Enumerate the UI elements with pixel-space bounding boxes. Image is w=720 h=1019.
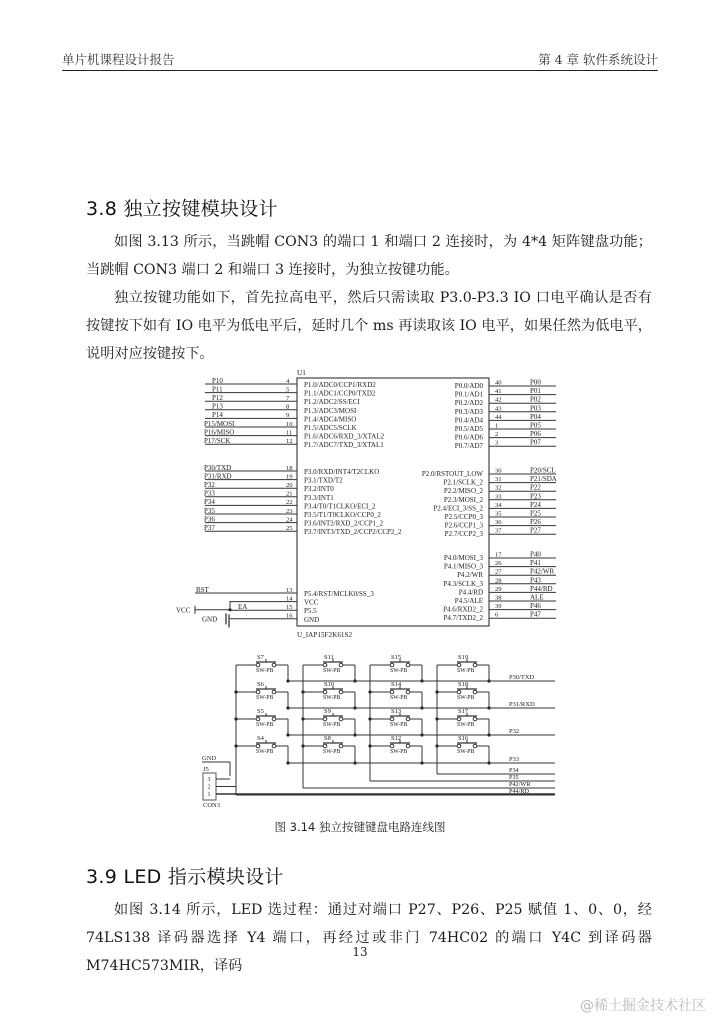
pin-number: 39 [495,603,502,611]
pin-name: P3.2/INT0 [304,485,334,494]
row-net-label: P33 [509,756,520,763]
gnd-label: GND [202,615,218,624]
mcu-chip [176,369,557,639]
switch-type: SW-PB [457,749,475,755]
pin-name: P0.6/AD6 [454,433,483,442]
net-label: P36 [204,515,215,524]
pin-number: 2 [495,431,499,439]
switch-ref: S15 [391,654,402,661]
net-label: ALE [530,593,544,602]
pin-number: 7 [286,395,290,402]
paragraph: 如图 3.13 所示，当跳帽 CON3 的端口 1 和端口 2 连接时，为 4*4 矩阵键盘功能；当跳帽 CON3 端口 2 和端口 3 连接时，为独立按键功能。 [86,234,652,278]
pin-name: P0.3/AD3 [454,407,483,416]
switch-ref: S7 [257,654,264,661]
pin-name: P3.1/TXD/T2 [304,476,343,485]
switch-contact [457,690,461,694]
net-label: P44/RD [530,584,553,593]
switch-type: SW-PB [390,668,408,674]
pin-name: P3.6/INT2/RXD_2/CCP1_2 [304,519,384,528]
switch-type: SW-PB [256,722,274,728]
pin-name: P4.5/ALE [454,597,483,605]
pin-number: 32 [495,484,502,492]
net-label: P20/SCL [530,466,556,475]
net-label: EA [238,603,248,611]
pin-name: P2.3/MOSI_2 [443,495,483,504]
pin-number: 25 [286,525,293,532]
net-label: P37 [204,524,215,532]
switch-ref: S18 [458,681,469,688]
switch-contact [473,663,477,667]
switch-contact [390,663,394,667]
net-label: P32 [204,481,215,489]
switch-ref: S6 [257,681,264,688]
switch-contact [339,717,343,721]
pin-number: 12 [286,438,293,445]
pin-number: 15 [286,604,293,611]
pin-name: P1.4/ADC4/MISO [304,415,357,424]
pin-number: 26 [495,560,502,568]
pin-number: 33 [495,493,502,501]
switch-contact [323,690,327,694]
pin-number: 3 [495,439,499,447]
switch-type: SW-PB [323,749,341,755]
net-label: P01 [530,387,541,396]
net-label: P16/MISO [204,428,235,437]
switch-ref: S4 [257,735,264,742]
net-label: P15/MOSI [204,419,235,428]
switch-contact [256,690,260,694]
net-label: P23 [530,492,541,501]
net-label: P41 [530,559,541,568]
section-heading-3-8: 3.8 独立按键模块设计 [86,198,278,220]
switch-contact [406,717,410,721]
switch-type: SW-PB [256,695,274,701]
switch-type: SW-PB [323,695,341,701]
pin-name: P0.7/AD7 [454,442,483,451]
section-3-9-body [86,896,652,980]
pin-name: P2.0/RSTOUT_LOW [421,470,483,478]
pin-number: 1 [495,422,499,430]
pin-number: 19 [286,473,293,481]
pin-name: P0.4/AD4 [454,416,483,425]
jumper-gnd-label: GND [202,755,217,762]
pin-number: 10 [286,420,293,428]
pin-number: 36 [495,519,502,527]
pin-name: P3.7/INT3/TXD_2/CCP2/CCP2_2 [304,528,402,537]
net-label: P11 [212,385,223,394]
net-label: P04 [530,412,541,421]
net-label: P33 [204,489,215,498]
pin-number: 42 [495,396,502,404]
jumper-pin: 3 [207,777,211,783]
switch-type: SW-PB [457,722,475,728]
switch-contact [339,663,343,667]
pin-number: 20 [286,482,293,489]
pin-number: 28 [495,577,502,585]
page-number: 13 [352,945,368,959]
switch-contact [256,717,260,721]
pin-number: 44 [495,413,502,421]
paragraph: 如图 3.14 所示，LED 选过程：通过对端口 P27、P26、P25 赋值 1、0、0，经 74LS138 译码器选择 Y4 端口，再经过或非门 74HC02 的端口 Y4C 到译码器 M74HC573MIR，译码 [86,902,652,974]
pin-name: P3.3/INT1 [304,493,334,502]
net-label: P31/RXD [204,472,232,481]
switch-contact [272,744,276,748]
paragraph: 独立按键功能如下，首先拉高电平，然后只需读取 P3.0-P3.3 IO 口电平确认是否有按键按下如有 IO 电平为低电平后，延时几个 ms 再读取该 IO 电平，如果任然为低电平，说明对应按键按下。 [86,290,652,362]
net-label: P05 [530,421,541,430]
switch-contact [272,690,276,694]
pin-name: P4.7/TXD2_2 [443,614,483,623]
pin-number: 27 [495,568,502,576]
net-label: P25 [530,509,541,518]
switch-contact [390,690,394,694]
net-label: P24 [530,500,541,509]
net-label: P14 [212,411,223,420]
net-label: P22 [530,483,541,492]
pin-name: P1.3/ADC3/MOSI [304,406,357,415]
pin-name: P1.0/ADC0/CCP1/RXD2 [304,381,376,389]
net-label: P35 [204,506,215,515]
row-net-label: P32 [509,728,520,735]
pin-number: 11 [286,429,293,437]
pin-name: P0.5/AD5 [454,425,483,433]
pin-number: 13 [286,586,293,594]
pin-name: P4.1/MISO_3 [443,562,483,571]
pin-number: 30 [495,467,502,475]
switch-ref: S16 [458,735,469,742]
pin-number: 9 [286,412,290,420]
pin-name: P0.1/AD1 [454,390,483,399]
switch-contact [406,690,410,694]
switch-ref: S11 [324,654,334,661]
switch-ref: S5 [257,708,264,715]
switch-contact [323,744,327,748]
pin-number: 37 [495,527,502,535]
row-net-label: P30/TXD [509,674,535,681]
switch-type: SW-PB [457,668,475,674]
net-label: P30/TXD [204,463,232,472]
header-chapter: 第 4 章 软件系统设计 [538,52,658,67]
pin-name: P2.6/CCP1_3 [444,521,483,530]
switch-ref: S17 [458,708,469,715]
net-label: P47 [530,610,541,619]
switch-contact [406,744,410,748]
watermark: @稀土掘金技术社区 [580,998,706,1014]
pin-name: P0.2/AD2 [454,399,483,408]
vcc-label: VCC [176,606,191,615]
switch-contact [457,744,461,748]
chip-ref: U1 [297,369,306,377]
pin-name: P2.1/SCLK_2 [443,478,483,487]
switch-type: SW-PB [256,668,274,674]
net-label: P00 [530,378,541,387]
switch-ref: S12 [391,735,402,742]
net-label: P03 [530,404,541,413]
pin-number: 6 [495,611,499,619]
column-net-label: P34 [509,767,519,774]
pin-number: 14 [286,595,293,603]
pin-number: 40 [495,379,502,387]
switch-type: SW-PB [390,749,408,755]
pin-number: 43 [495,405,502,413]
net-label: P12 [212,394,223,402]
pin-name: P3.5/T1/T0CLKO/CCP0_2 [304,511,381,519]
switch-type: SW-PB [457,695,475,701]
pin-number: 29 [495,585,502,593]
jumper-pin: 2 [207,784,211,791]
switch-ref: S19 [458,654,469,661]
pin-number: 18 [286,464,293,472]
net-label: P17/SCK [204,437,231,445]
pin-name: P1.5/ADC5/SCLK [304,424,357,432]
pin-name: GND [304,615,320,624]
keypad-matrix [202,654,555,809]
switch-contact [256,744,260,748]
pin-name: P4.6/RXD2_2 [443,605,483,614]
switch-contact [390,717,394,721]
pin-number: 38 [495,594,502,602]
switch-ref: S14 [391,681,402,688]
switch-ref: S13 [391,708,402,715]
switch-contact [339,744,343,748]
pin-name: P1.6/ADC6/RXD_3/XTAL2 [304,432,385,441]
switch-contact [323,663,327,667]
column-net-label: P35 [509,774,519,781]
pin-name: P5.4/RST/MCLK0/SS_3 [304,590,374,598]
pin-name: P4.4/RD [458,588,483,597]
switch-ref: S8 [324,735,331,742]
pin-name: P1.2/ADC2/SS/ECI [304,398,360,407]
switch-contact [406,663,410,667]
net-label: P07 [530,438,541,447]
column-net-label: P42/WR [509,781,531,788]
pin-number: 17 [495,551,502,559]
switch-contact [339,690,343,694]
pin-name: P2.5/CCP0_3 [444,513,483,521]
pin-number: 31 [495,476,502,484]
net-label: P27 [530,526,541,535]
pin-number: 34 [495,501,502,509]
pin-name: P2.2/MISO_2 [443,487,483,496]
switch-contact [473,690,477,694]
jumper-ref: J5 [203,766,209,773]
net-label: P42/WR [530,567,555,576]
pin-number: 41 [495,388,502,396]
section-heading-3-9: 3.9 LED 指示模块设计 [86,866,284,888]
pin-name: P3.4/T0/T1CLKO/ECI_2 [304,502,376,511]
pin-name: P1.7/ADC7/TXD_3/XTAL1 [304,441,384,450]
net-label: P06 [530,430,541,439]
net-label: P21/SDA [530,475,557,484]
pin-number: 4 [286,377,290,385]
pin-name: P4.3/SCLK_3 [443,579,483,588]
pin-number: 21 [286,490,293,498]
row-net-label: P31/RXD [509,701,535,708]
pin-number: 16 [286,612,293,620]
net-label: RST [196,585,209,594]
net-label: P26 [530,518,541,527]
net-label: P43 [530,576,541,585]
switch-ref: S10 [324,681,335,688]
switch-contact [272,717,276,721]
switch-type: SW-PB [323,722,341,728]
switch-type: SW-PB [256,749,274,755]
pin-number: 35 [495,510,502,518]
switch-contact [473,717,477,721]
jumper-pin: 1 [207,792,211,798]
switch-type: SW-PB [323,668,341,674]
pin-number: 5 [286,386,290,394]
switch-contact [390,744,394,748]
switch-contact [323,717,327,721]
column-net-label: P44/RD [509,788,529,795]
pin-name: P4.0/MOSI_3 [443,554,483,562]
switch-contact [457,717,461,721]
switch-contact [256,663,260,667]
net-label: P34 [204,498,215,507]
pin-name: P2.4/ECI_3/SS_2 [433,504,483,513]
net-label: P10 [212,376,223,385]
pin-number: 23 [286,507,293,515]
pin-name: P0.0/AD0 [454,382,483,390]
pin-name: VCC [304,598,319,607]
switch-contact [473,744,477,748]
pin-number: 8 [286,403,290,411]
pin-number: 24 [286,516,293,524]
pin-name: P2.7/CCP2_3 [444,530,483,539]
jumper-name: CON3 [203,802,220,809]
pin-name: P3.0/RXD/INT4/T2CLKO [304,468,380,476]
switch-contact [272,663,276,667]
net-label: P46 [530,602,541,611]
pin-name: P5.5 [304,607,317,616]
switch-type: SW-PB [390,722,408,728]
header-title: 单片机课程设计报告 [62,52,175,67]
figure-caption: 图 3.14 独立按键键盘电路连线图 [274,820,446,834]
pin-name: P4.2/WR [457,571,483,580]
pin-name: P1.1/ADC1/CCP0/TXD2 [304,389,376,398]
net-label: P13 [212,402,223,411]
switch-contact [457,663,461,667]
switch-type: SW-PB [390,695,408,701]
switch-ref: S9 [324,708,331,715]
net-label: P02 [530,395,541,404]
pin-number: 22 [286,499,293,507]
net-label: P40 [530,550,541,559]
chip-part-number: U_IAP15F2K61S2 [297,631,353,639]
